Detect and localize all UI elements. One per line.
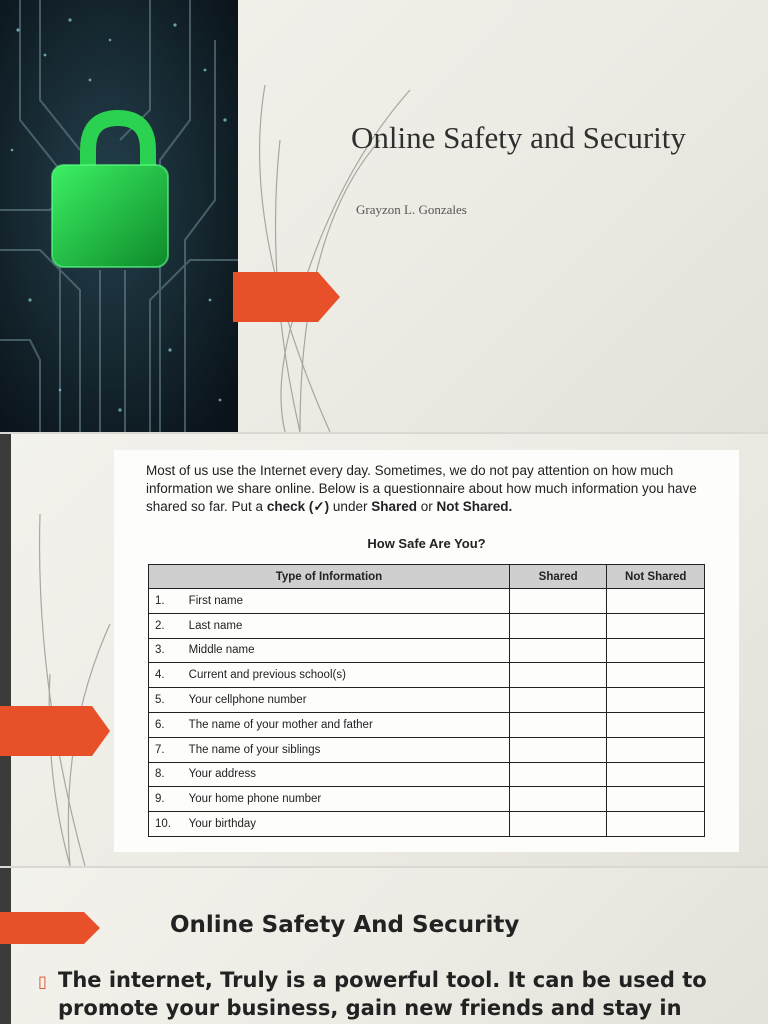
- row-information-type: Your address: [183, 762, 510, 787]
- content-slide: [0, 868, 768, 1024]
- shared-check-cell[interactable]: [509, 712, 607, 737]
- table-row: [149, 787, 705, 812]
- shared-check-cell[interactable]: [509, 762, 607, 787]
- table-row: [149, 812, 705, 837]
- row-number: 9.: [149, 787, 183, 812]
- bullet-paragraph: [38, 966, 758, 1022]
- row-number: 2.: [149, 613, 183, 638]
- not-shared-check-cell[interactable]: [607, 589, 705, 614]
- column-header-not-shared: Not Shared: [607, 565, 705, 589]
- not-shared-check-cell[interactable]: [607, 737, 705, 762]
- shared-check-cell[interactable]: [509, 589, 607, 614]
- column-header-type: Type of Information: [149, 565, 510, 589]
- table-row: [149, 712, 705, 737]
- table-row: [149, 589, 705, 614]
- row-number: 8.: [149, 762, 183, 787]
- column-header-shared: Shared: [509, 565, 607, 589]
- row-number: 5.: [149, 688, 183, 713]
- row-number: 3.: [149, 638, 183, 663]
- row-information-type: Middle name: [183, 638, 510, 663]
- not-shared-check-cell[interactable]: [607, 663, 705, 688]
- title-slide: [0, 0, 768, 432]
- not-shared-check-cell[interactable]: [607, 638, 705, 663]
- row-information-type: Your birthday: [183, 812, 510, 837]
- left-accent-bar: [0, 434, 11, 866]
- row-number: 10.: [149, 812, 183, 837]
- row-information-type: Your home phone number: [183, 787, 510, 812]
- table-row: [149, 688, 705, 713]
- table-header-row: [149, 565, 705, 589]
- shared-check-cell[interactable]: [509, 787, 607, 812]
- table-row: [149, 762, 705, 787]
- shared-check-cell[interactable]: [509, 638, 607, 663]
- row-number: 1.: [149, 589, 183, 614]
- padlock-circuit-image: [0, 0, 238, 432]
- bullet-arrow-icon: ▯: [38, 972, 47, 991]
- table-row: [149, 663, 705, 688]
- questionnaire-slide: [0, 434, 768, 866]
- left-accent-bar: [0, 868, 11, 1024]
- questionnaire-intro: Most of us use the Internet every day. Sometimes, we do not pay attention on how much information we share online. Below is a questionnaire about how much information you have shared so far. Put a check (✓) under Shared or Not Shared.: [146, 463, 697, 514]
- row-information-type: The name of your mother and father: [183, 712, 510, 737]
- shared-check-cell[interactable]: [509, 663, 607, 688]
- not-shared-check-cell[interactable]: [607, 762, 705, 787]
- row-information-type: Last name: [183, 613, 510, 638]
- slide-heading: Online Safety And Security: [170, 912, 520, 938]
- shared-check-cell[interactable]: [509, 812, 607, 837]
- bullet-text: The internet, Truly is a powerful tool. It can be used to promote your business, gain new friends and stay in: [58, 968, 707, 1020]
- not-shared-check-cell[interactable]: [607, 613, 705, 638]
- table-row: [149, 638, 705, 663]
- not-shared-check-cell[interactable]: [607, 812, 705, 837]
- row-information-type: Your cellphone number: [183, 688, 510, 713]
- table-row: [149, 737, 705, 762]
- shared-check-cell[interactable]: [509, 688, 607, 713]
- row-number: 7.: [149, 737, 183, 762]
- questionnaire-heading: How Safe Are You?: [367, 536, 486, 551]
- table-row: [149, 613, 705, 638]
- presentation-title: Online Safety and Security: [351, 120, 686, 155]
- scanned-questionnaire: [114, 450, 739, 852]
- row-information-type: Current and previous school(s): [183, 663, 510, 688]
- shared-check-cell[interactable]: [509, 613, 607, 638]
- row-number: 6.: [149, 712, 183, 737]
- not-shared-check-cell[interactable]: [607, 712, 705, 737]
- information-table: [148, 564, 705, 837]
- not-shared-check-cell[interactable]: [607, 787, 705, 812]
- shared-check-cell[interactable]: [509, 737, 607, 762]
- row-information-type: First name: [183, 589, 510, 614]
- row-number: 4.: [149, 663, 183, 688]
- author-name: Grayzon L. Gonzales: [356, 202, 467, 217]
- not-shared-check-cell[interactable]: [607, 688, 705, 713]
- row-information-type: The name of your siblings: [183, 737, 510, 762]
